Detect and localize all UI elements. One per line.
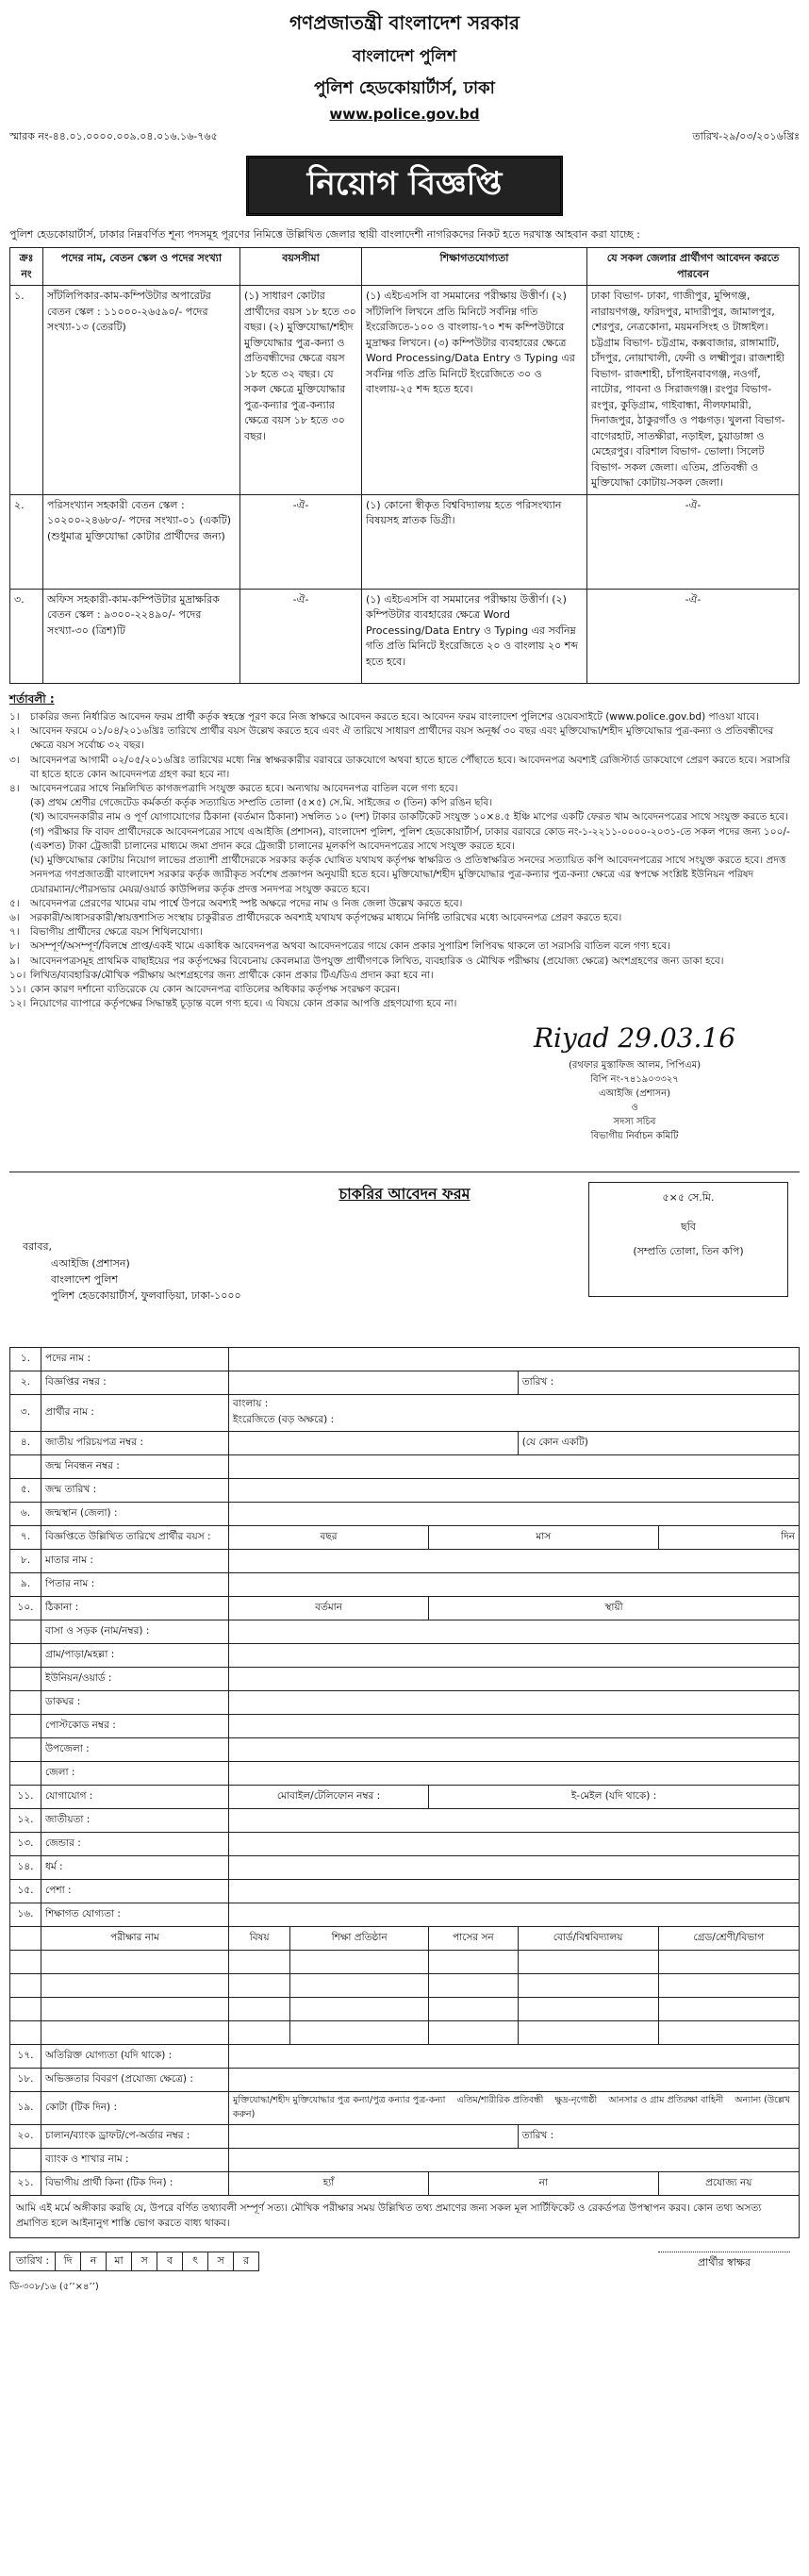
field-input[interactable] [229,1809,800,1833]
field-input[interactable] [229,1856,800,1880]
address-line2: বাংলাদেশ পুলিশ [51,1272,118,1286]
govt-title: গণপ্রজাতন্ত্রী বাংলাদেশ সরকার [289,11,520,34]
quota-option[interactable]: মুক্তিযোদ্ধা/শহীদ মুক্তিযোদ্ধার পুত্র কন্যা/পুত্র কন্যার পুত্র-কন্যা [233,2095,446,2106]
field-number [10,1668,41,1691]
reference-row [9,128,800,146]
form-row [10,1526,800,1550]
quota-option[interactable]: অন্যান্য (উল্লেখ করুন) [233,2095,790,2120]
date-cell[interactable]: ৎ [182,2252,207,2270]
condition-item [9,796,800,810]
application-form-table [9,1347,800,2196]
field-label: বিজ্ঞপ্তির নম্বর : [41,1371,229,1395]
education-cell[interactable] [658,2021,799,2045]
field-input[interactable] [229,1479,800,1503]
col-post: পদের নাম, বেতন স্কেল ও পদের সংখ্যা [43,248,240,286]
field-input[interactable] [229,2149,800,2172]
form-row [10,1620,800,1644]
field-label: ব্যাংক ও শাখার নাম : [41,2149,229,2172]
form-row [10,1903,800,1927]
field-number: ২০. [10,2125,41,2149]
field-number: ৬. [10,1503,41,1526]
education-col-header: শিক্ষা প্রতিষ্ঠান [290,1927,429,1951]
field-input[interactable] [229,2045,800,2069]
notice-page [9,9,800,2296]
condition-item [9,810,800,824]
condition-text: সরকারী/আধাসরকারী/স্বায়ত্তশাসিত সংস্থায় চাকুরীরত প্রার্থীদেরকে অবশ্যই যথাযথ কর্তৃপক্ষের মাধ্যমে নির্দিষ্ট তারিখের মধ্যে আবেদনপত্র প্রেরণ করতে হবে। [30,911,622,923]
field-label: জেন্ডার : [41,1833,229,1856]
quota-option[interactable]: ক্ষুদ্র-নৃগোষ্ঠী [554,2095,598,2106]
condition-number: ৩। [9,754,20,766]
form-row [10,1479,800,1503]
education-col-header: গ্রেড/শ্রেণী/বিভাগ [658,1927,799,1951]
field-label: পদের নাম : [41,1348,229,1371]
condition-text: আবেদনপত্র প্রেরণের খামের বাম পার্শ্বে উপরে অবশ্যই স্পষ্ট অক্ষরে পদের নাম ও নিজ জেলা উল্লেখ করতে হবে। [30,897,463,909]
field-label: মাতার নাম : [41,1550,229,1573]
field-label: অতিরিক্ত যোগ্যতা (যদি থাকে) : [41,2045,229,2069]
form-footer [9,2252,800,2272]
form-row [10,2125,800,2149]
quota-options[interactable] [229,2092,800,2125]
field-number [10,1715,41,1738]
education-row [10,2021,800,2045]
education-row [10,1974,800,1998]
field-number [10,1762,41,1786]
condition-text: (ঘ) মুক্তিযোদ্ধার কোটায় নিয়োগ লাভের প্রত্যাশী প্রার্থীদেরকে সরকার কর্তৃক ঘোষিত যথাযথ কর্তৃপক্ষ স্বাক্ষরিত ও প্রতিস্বাক্ষরিত সনদের সত্যায়িত কপি আবেদনপত্রের সাথে সংযুক্ত করতে হবে। প্রদত্ত সনদপত্র গণপ্রজাতন্ত্রী বাংলাদেশ সরকার কর্তৃক জারীকৃত সর্বশেষ প্রজ্ঞাপন অনুযায়ী হতে হবে। মুক্তিযোদ্ধা/শহীদ মুক্তিযোদ্ধার পুত্র-কন্যার পুত্র-কন্যা ক্ষেত্রে এর স্বপক্ষে সংশ্লিষ্ট ইউনিয়ন পরিষদ চেয়ারম্যান/পৌরসভার মেয়র/ওয়ার্ড কাউন্সিলর কর্তৃক প্রদত্ত সনদপত্র সংযুক্ত করতে হবে। [30,855,786,895]
signatory-role2: সদস্য সচিব [613,1117,656,1128]
condition-text: আবেদন ফরমে ০১/০৪/২০১৬খ্রিঃ তারিখে প্রার্থীর বয়স উল্লেখ করতে হবে এবং ঐ তারিখে সাধারণ প্রার্থীদের বয়স অনূর্ধ্ব ৩০ বছর এবং মুক্তিযোদ্ধা/শহীদ মুক্তিযোদ্ধার পুত্র-কন্যা ও প্রতিবন্ধীদের ক্ষেত্রে বয়স সর্বোচ্চ ৩২ বছর। [30,725,774,752]
field-col3[interactable]: দিন [658,1526,799,1550]
field-number: ১৮. [10,2069,41,2092]
education-cell[interactable] [41,1974,229,1998]
condition-number [9,825,30,854]
row-education: (১) এইচএসসি বা সমমানের পরীক্ষায় উত্তীর্ণ। (২) কম্পিউটার ব্যবহারের ক্ষেত্রে Word Processing/Data Entry ও Typing এর সর্বনিম্ন গতি প্রতি মিনিটে ইংরেজিতে ২০ ও বাংলায় ২০ শব্দ হতে হবে। [362,589,587,683]
education-cell[interactable] [41,1951,229,1974]
signatory-role3: বিভাগীয় নির্বাচন কমিটি [590,1131,679,1142]
table-row [10,494,800,589]
jobs-header-row [10,248,800,286]
condition-item [9,969,800,983]
option-no[interactable]: না [429,2172,658,2196]
field-col2[interactable]: স্থায়ী [429,1597,800,1620]
condition-number: ৮। [9,940,20,953]
address-to: বরাবর, [23,1240,53,1254]
form-row [10,1371,800,1395]
form-row [10,1833,800,1856]
condition-number: ১২। [9,998,26,1010]
education-cell[interactable] [429,1998,519,2021]
intro-text: পুলিশ হেডকোয়ার্টার্স, ঢাকার নিম্নবর্ণিত শূন্য পদসমূহ পূরণের নিমিত্তে উল্লিখিত জেলার স্থায়ী বাংলাদেশী নাগরিকদের নিকট হতে দরখাস্ত আহবান করা যাচ্ছে : [9,228,640,241]
condition-item [9,939,800,954]
education-cell[interactable] [658,1974,799,1998]
name-english-label: ইংরেজিতে (বড় অক্ষরে) : [233,1414,335,1426]
name-fields[interactable] [229,1395,800,1432]
condition-item [9,955,800,969]
notice-title: নিয়োগ বিজ্ঞপ্তি [246,156,563,216]
signatory-and: ও [631,1103,638,1114]
jobs-table [9,247,800,684]
field-input[interactable] [229,1620,800,1644]
office-title: পুলিশ হেডকোয়ার্টার্স, ঢাকা [314,78,495,98]
table-row [10,286,800,495]
row-districts: -ঐ- [587,589,800,683]
form-row [10,2092,800,2125]
field-input[interactable] [229,1715,800,1738]
condition-text: (গ) পরীক্ষার ফি বাবদ প্রার্থীদেরকে আবেদনপত্রের সাথে এআইজি (প্রশাসন), বাংলাদেশ পুলিশ, পুলিশ হেডকোয়ার্টার্স, ঢাকার বরাবরে কোড নং-১-২২১১-০০০০-২০৩১-তে সকল পদের জন্য ১০০/- (একশত) টাকা ট্রেজারী চালানের মাধ্যমে জমা প্রদান করে ট্রেজারী চালানের মূলকপি আবেদনপত্রের সাথে সংযুক্ত করতে হবে। [30,825,790,852]
condition-item [9,724,800,753]
education-cell[interactable] [290,1974,429,1998]
education-cell[interactable] [41,2021,229,2045]
education-cell[interactable] [290,1998,429,2021]
field-label: পিতার নাম : [41,1573,229,1597]
form-row [10,1348,800,1371]
condition-text: (ক) প্রথম শ্রেণীর গেজেটেড কর্মকর্তা কর্তৃক সত্যায়িত সম্প্রতি তোলা (৫×৫) সে.মি. সাইজের ৩ (তিন) কপি রঙিন ছবি। [30,797,493,809]
education-row [10,1998,800,2021]
field-label: ইউনিয়ন/ওয়ার্ড : [41,1668,229,1691]
field-input[interactable] [229,2125,519,2149]
education-cell[interactable] [518,1951,658,1974]
declaration-date-label: তারিখ : [16,2254,50,2268]
conditions-list [9,710,800,1012]
condition-number: ৪। [9,782,20,794]
education-cell[interactable] [229,1998,290,2021]
condition-number [9,854,30,897]
field-col1[interactable]: মোবাইল/টেলিফোন নম্বর : [229,1786,429,1809]
form-row [10,1597,800,1620]
field-label: জাতীয় পরিচয়পত্র নম্বর : [41,1432,229,1455]
field-label: ধর্ম : [41,1856,229,1880]
field-input[interactable] [229,2069,800,2092]
field-input[interactable] [229,1348,800,1371]
field-input[interactable] [229,1738,800,1762]
condition-text: চাকরির জন্য নির্ধারিত আবেদন ফরম প্রার্থী কর্তৃক স্বহস্তে পূরণ করে নিজ স্বাক্ষরে আবেদন করতে হবে। আবেদন ফরম বাংলাদেশ পুলিশের ওয়েবসাইটে (www.police.gov.bd) পাওয়া যাবে। [30,710,759,723]
field-number: ১০. [10,1597,41,1620]
education-cell[interactable] [518,1974,658,1998]
education-cell[interactable] [290,2021,429,2045]
education-col-header: পাসের সন [429,1927,519,1951]
row-education: (১) এইচএসসি বা সমমানের পরীক্ষায় উত্তীর্ণ। (২) সাঁটলিপি লিখনে প্রতি মিনিটে সর্বনিম্ন গতি ইংরেজিতে-১০০ ও বাংলায়-৭০ শব্দ কম্পিউটারে মুদ্রাক্ষর লিখনে। (৩) কম্পিউটার ব্যবহারের ক্ষেত্রে Word Processing/Data Entry ও Typing এর সর্বনিম্ন গতি প্রতি মিনিটে ইংরেজিতে ৩০ ও বাংলায়-২৫ শব্দ হতে হবে। [362,286,587,495]
condition-text: আবেদনপত্রের সাথে নিম্নলিখিত কাগজপত্রাদি সংযুক্ত করতে হবে। অন্যথায় আবেদনপত্র বাতিল বলে গণ্য হবে। [30,782,458,794]
date-cell[interactable]: ব [157,2252,182,2270]
condition-item [9,825,800,854]
date-cell[interactable]: স [131,2252,157,2270]
row-serial: ৩. [10,589,43,683]
notice-date: তারিখ-২৯/০৩/২০১৬খ্রিঃ [692,130,800,142]
form-row [10,1809,800,1833]
signature-block [526,1019,743,1143]
education-cell[interactable] [229,1974,290,1998]
signatory-name: (রথফার মুস্তাফিজ আলম, পিপিএম) [568,1060,702,1072]
field-input[interactable] [229,1371,519,1395]
col-education: শিক্ষাগতযোগ্যতা [362,248,587,286]
spacer [10,1974,41,1998]
col-age: বয়সসীমা [240,248,362,286]
condition-item [9,911,800,925]
form-row [10,1762,800,1786]
form-row [10,2149,800,2172]
condition-number: ১০। [9,969,26,981]
address-line1: এআইজি (প্রশাসন) [51,1256,130,1270]
table-row [10,589,800,683]
signature-scribble: Riyad 29.03.16 [533,1022,736,1055]
field-label: ঠিকানা : [41,1597,229,1620]
photo-note: (সম্প্রতি তোলা, তিন কপি) [633,1245,744,1258]
field-number [10,1738,41,1762]
field-input[interactable] [229,1455,800,1479]
field-label: বাসা ও সড়ক (নাম/নম্বর) : [41,1620,229,1644]
field-number: ১২. [10,1809,41,1833]
education-cell[interactable] [429,2021,519,2045]
option-yes[interactable]: হ্যাঁ [229,2172,429,2196]
field-number: ১৭. [10,2045,41,2069]
spacer [10,1951,41,1974]
condition-number: ১১। [9,984,26,996]
form-row [10,1691,800,1715]
field-number [10,1455,41,1479]
condition-item [9,754,800,782]
condition-text: বিভাগীয় প্রার্থীদের ক্ষেত্রে বয়স শিথিলযোগ্য। [30,926,203,939]
education-cell[interactable] [518,1998,658,2021]
field-number: ৪. [10,1432,41,1455]
condition-number [9,796,30,810]
row-post: সাঁটলিপিকার-কাম-কম্পিউটার অপারেটর বেতন স্কেল : ১১০০০-২৬৫৯০/- পদের সংখ্যা-১৩ (তেরটি) [43,286,240,495]
field-number: ১৬. [10,1903,41,1927]
col-serial: ক্রঃ নং [10,248,43,286]
form-row [10,1738,800,1762]
condition-item [9,997,800,1011]
date-cell[interactable]: র [233,2252,258,2270]
condition-number: ১। [9,710,20,723]
row-age: -ঐ- [240,589,362,683]
field-input[interactable] [229,1880,800,1903]
field-label: প্রার্থীর নাম : [41,1395,229,1432]
field-label: বিজ্ঞপ্তিতে উল্লিখিত তারিখে প্রার্থীর বয়স : [41,1526,229,1550]
field-label: জন্ম নিবন্ধন নম্বর : [41,1455,229,1479]
quota-option[interactable]: এতিম/শারীরিক প্রতিবন্ধী [456,2095,544,2106]
date-cells[interactable] [55,2252,258,2270]
field-label: কোটা (টিক দিন) : [41,2092,229,2125]
field-number [10,1620,41,1644]
field-number: ১৯. [10,2092,41,2125]
name-bangla-label: বাংলায় : [233,1398,269,1410]
condition-number [9,810,30,824]
field-number: ১৩. [10,1833,41,1856]
form-row [10,1550,800,1573]
form-row [10,1715,800,1738]
education-cell[interactable] [290,1951,429,1974]
field-label: জন্ম তারিখ : [41,1479,229,1503]
field-number: ৭. [10,1526,41,1550]
field-extra[interactable]: তারিখ : [518,1371,799,1395]
education-cell[interactable] [429,1951,519,1974]
field-label: জাতীয়তা : [41,1809,229,1833]
website-link[interactable]: www.police.gov.bd [329,106,480,123]
memo-number: স্মারক নং-৪৪.০১.০০০০.০০৯.০৪.০১৬.১৬-৭৬৫ [9,130,218,142]
education-cell[interactable] [229,1951,290,1974]
row-districts: ঢাকা বিভাগ- ঢাকা, গাজীপুর, মুন্সিগঞ্জ, নারায়ণগঞ্জ, ফরিদপুর, মাদারীপুর, জামালপুর, শেরপুর, নেত্রকোনা, ময়মনসিংহ ও টাঙ্গাইল। চট্টগ্রাম বিভাগ- চট্টগ্রাম, কক্সবাজার, রাঙ্গামাটি, চাঁদপুর, নোয়াখালী, ফেনী ও লক্ষ্মীপুর। রাজশাহী বিভাগ- রাজশাহী, চাঁপাইনবাবগঞ্জ, নওগাঁ, নাটোর, পাবনা ও সিরাজগঞ্জ। রংপুর বিভাগ- রংপুর, কুড়িগ্রাম, গাইবান্ধা, নীলফামারী, দিনাজপুর, ঠাকুরগাঁও ও পঞ্চগড়। খুলনা বিভাগ- বাগেরহাট, সাতক্ষীরা, নড়াইল, চুয়াডাঙ্গা ও মেহেরপুর। বরিশাল বিভাগ- ভোলা। সিলেট বিভাগ- সকল জেলা। এতিম, প্রতিবন্ধী ও মুক্তিযোদ্ধা কোটায়-সকল জেলা। [587,286,800,495]
declaration-date[interactable] [9,2252,259,2271]
form-row [10,2045,800,2069]
field-input[interactable] [229,1762,800,1786]
option-na[interactable]: প্রযোজ্য নয় [658,2172,799,2196]
field-number [10,2149,41,2172]
date-cell[interactable]: মা [106,2252,131,2270]
photo-box [588,1182,788,1297]
field-label: পেশা : [41,1880,229,1903]
form-row [10,1503,800,1526]
field-date[interactable]: তারিখ : [518,2125,799,2149]
letterhead [9,9,800,123]
education-col-header: পরীক্ষার নাম [41,1927,229,1951]
field-input[interactable] [229,1550,800,1573]
row-age: -ঐ- [240,494,362,589]
address-line3: পুলিশ হেডকোয়ার্টার্স, ফুলবাড়িয়া, ঢাকা-১০০০ [51,1288,241,1302]
condition-number: ৯। [9,955,20,967]
condition-item [9,925,800,939]
field-number: ৫. [10,1479,41,1503]
photo-label: ছবি [681,1220,696,1233]
condition-item [9,782,800,796]
field-input[interactable] [229,1833,800,1856]
field-label: জন্মস্থান (জেলা) : [41,1503,229,1526]
field-input[interactable] [229,1691,800,1715]
field-label: অভিজ্ঞতার বিবরণ (প্রযোজ্য ক্ষেত্রে) : [41,2069,229,2092]
condition-text: অসম্পূর্ণ/অসম্পূর্ণ/বিলম্বে প্রাপ্ত/একই খামে একাধিক আবেদনপত্র অথবা আবেদনপত্রের গায়ে কোন প্রকার সুপারিশ লিপিবদ্ধ থাকলে তা সরাসরি বাতিল বলে গণ্য হবে। [30,940,670,953]
condition-number: ৬। [9,911,20,923]
condition-text: লিখিত/ব্যবহারিক/মৌখিক পরীক্ষায় অংশগ্রহণের জন্য প্রার্থীকে কোন প্রকার টিএ/ডিএ প্রদান করা হবে না। [30,969,434,981]
spacer [10,1927,41,1951]
education-header-row [10,1927,800,1951]
field-number: ২১. [10,2172,41,2196]
field-input[interactable] [229,1668,800,1691]
condition-text: নিয়োগের ব্যাপারে কর্তৃপক্ষের সিদ্ধান্তই চূড়ান্ত বলে গণ্য হবে। এ বিষয়ে কোন প্রকার আপত্তি গ্রহণযোগ্য হবে না। [30,998,457,1010]
org-title: বাংলাদেশ পুলিশ [352,47,457,66]
field-col2[interactable]: ই-মেইল (যদি থাকে) : [429,1786,800,1809]
field-input[interactable] [229,1644,800,1668]
field-col1[interactable]: বর্তমান [229,1597,429,1620]
form-row [10,1395,800,1432]
field-number: ১. [10,1348,41,1371]
field-input[interactable] [229,1503,800,1526]
field-label: বিভাগীয় প্রার্থী কিনা (টিক দিন) : [41,2172,229,2196]
field-label: ডাকঘর : [41,1691,229,1715]
education-col-header: বিষয় [229,1927,290,1951]
education-cell[interactable] [658,1951,799,1974]
field-number: ১১. [10,1786,41,1809]
condition-item [9,854,800,897]
row-post: পরিসংখ্যান সহকারী বেতন স্কেল : ১০২০০-২৪৬৮০/- পদের সংখ্যা-০১ (একটি) (শুধুমাত্র মুক্তিযোদ্ধা কোটার প্রার্থীদের জন্য) [43,494,240,589]
form-row [10,1644,800,1668]
signature-area [9,1011,800,1172]
form-row [10,1668,800,1691]
condition-text: কোন কারণ দর্শানো ব্যতিরেকে যে কোন আবেদনপত্র বাতিলের অধিকার কর্তৃপক্ষ সংরক্ষণ করেন। [30,984,400,996]
footer-code: ডি-৩০৮/১৬ (৫’’×৪’’) [9,2281,99,2292]
field-label: উপজেলা : [41,1738,229,1762]
condition-text: আবেদনপত্র আগামী ০২/০৫/২০১৬খ্রিঃ তারিখের মধ্যে নিম্ন স্বাক্ষরকারীর বরাবরে ডাকযোগে অথবা হাতে হাতে পৌঁছাতে হবে। আবেদনপত্র অবশ্যই রেজিস্টার্ড ডাকযোগে প্রেরণ করতে হবে। সরাসরি বা হাতে হাতে কোন আবেদনপত্র গ্রহণ করা হবে না। [30,754,790,780]
education-col-header: বোর্ড/বিশ্ববিদ্যালয় [518,1927,658,1951]
field-label: গ্রাম/পাড়া/মহল্লা : [41,1644,229,1668]
field-col2[interactable]: মাস [429,1526,658,1550]
condition-item [9,983,800,997]
field-label: শিক্ষাগত যোগ্যতা : [41,1903,229,1927]
condition-item [9,897,800,911]
education-row [10,1951,800,1974]
quota-option[interactable]: আনসার ও গ্রাম প্রতিরক্ষা বাহিনী [608,2095,724,2106]
condition-number: ২। [9,725,20,738]
field-label: চালান/ব্যাংক ড্রাফট/পে-অর্ডার নম্বর : [41,2125,229,2149]
education-cell[interactable] [229,2021,290,2045]
date-cell[interactable]: স [207,2252,233,2270]
form-title: চাকরির আবেদন ফরম [338,1185,471,1204]
condition-text: (খ) আবেদনকারীর নাম ও পূর্ণ যোগাযোগের ঠিকানা (বর্তমান ঠিকানা) সম্বলিত ১০ (দশ) টাকার ডাকটিকেট সংযুক্ত ১০×৪.৫ ইঞ্চি মাপের একটি ফেরত খাম আবেদনপত্রের সাথে সংযুক্ত করতে হবে। [30,811,788,823]
condition-number: ৫। [9,897,20,909]
field-number [10,1644,41,1668]
col-districts: যে সকল জেলার প্রার্থীগণ আবেদন করতে পারবেন [587,248,800,286]
education-cell[interactable] [41,1998,229,2021]
form-row [10,2172,800,2196]
form-row [10,1786,800,1809]
education-cell[interactable] [518,2021,658,2045]
field-label: পোস্টকোড নম্বর : [41,1715,229,1738]
form-row [10,1573,800,1597]
form-row [10,1432,800,1455]
field-input[interactable] [229,1432,519,1455]
form-row [10,1455,800,1479]
signatory-role1: এআইজি (প্রশাসন) [598,1089,671,1100]
spacer [10,2021,41,2045]
row-age: (১) সাধারণ কোটার প্রার্থীদের বয়স ১৮ হতে ৩০ বছর। (২) মুক্তিযোদ্ধা/শহীদ মুক্তিযোদ্ধার পুত্র-কন্যা ও প্রতিবন্ধীদের ক্ষেত্রে বয়স ১৮ হতে ৩২ বছর। যে সকল ক্ষেত্রে মুক্তিযোদ্ধার পুত্র-কন্যার পুত্র-কন্যার ক্ষেত্রে বয়স ১৮ হতে ৩০ বছর। [240,286,362,495]
field-number: ৯. [10,1573,41,1597]
signatory-bp: বিপি নং-৭৪১৯০৩৩২৭ [590,1074,679,1086]
row-education: (১) কোনো স্বীকৃত বিশ্ববিদ্যালয় হতে পরিসংখ্যান বিষয়সহ স্নাতক ডিগ্রী। [362,494,587,589]
row-post: অফিস সহকারী-কাম-কম্পিউটার মুদ্রাক্ষরিক বেতন স্কেল : ৯৩০০-২২৪৯০/- পদের সংখ্যা-৩০ (ত্রিশ)টি [43,589,240,683]
field-number: ১৫. [10,1880,41,1903]
row-serial: ২. [10,494,43,589]
field-number: ৩. [10,1395,41,1432]
row-serial: ১. [10,286,43,495]
recipient-address [23,1238,241,1303]
date-cell[interactable]: দি [55,2252,80,2270]
date-cell[interactable]: ন [80,2252,106,2270]
condition-item [9,710,800,724]
education-cell[interactable] [658,1998,799,2021]
field-input[interactable] [229,1903,800,1927]
field-number: ১৪. [10,1856,41,1880]
form-row [10,1856,800,1880]
field-input[interactable] [229,1573,800,1597]
field-number [10,1691,41,1715]
row-districts: -ঐ- [587,494,800,589]
condition-text: আবেদনপত্রসমূহ প্রাথমিক বাছাইয়ের পর কর্তৃপক্ষের বিবেচনায় কেবলমাত্র উপযুক্ত প্রার্থীগণকে লিখিত, ব্যবহারিক ও মৌখিক পরীক্ষায় (প্রযোজ্য ক্ষেত্রে) অংশগ্রহণের জন্য ডাকা হবে। [30,955,724,967]
form-header [9,1172,800,1347]
form-row [10,2069,800,2092]
declaration: আমি এই মর্মে অঙ্গীকার করছি যে, উপরে বর্ণিত তথ্যাবলী সম্পূর্ণ সত্য। মৌখিক পরীক্ষার সময় উল্লিখিত তথ্য প্রমাণের জন্য সকল মূল সার্টিফিকেট ও রেকর্ডপত্র উপস্থাপন করব। কোন তথ্য অসত্য প্রমাণিত হলে আইনানুগ শাস্তি ভোগ করতে বাধ্য থাকব। [9,2196,800,2238]
form-row [10,1880,800,1903]
condition-number: ৭। [9,926,20,939]
field-label: যোগাযোগ : [41,1786,229,1809]
field-col1[interactable]: বছর [229,1526,429,1550]
photo-size: ৫×৫ সে.মি. [662,1191,715,1205]
education-cell[interactable] [429,1974,519,1998]
field-extra[interactable]: (যে কোন একটি) [518,1432,799,1455]
field-number: ৮. [10,1550,41,1573]
applicant-signature[interactable]: প্রার্থীর স্বাক্ষর [658,2252,790,2272]
field-label: জেলা : [41,1762,229,1786]
spacer [10,1998,41,2021]
conditions-title: শর্তাবলী : [9,691,55,706]
field-number: ২. [10,1371,41,1395]
